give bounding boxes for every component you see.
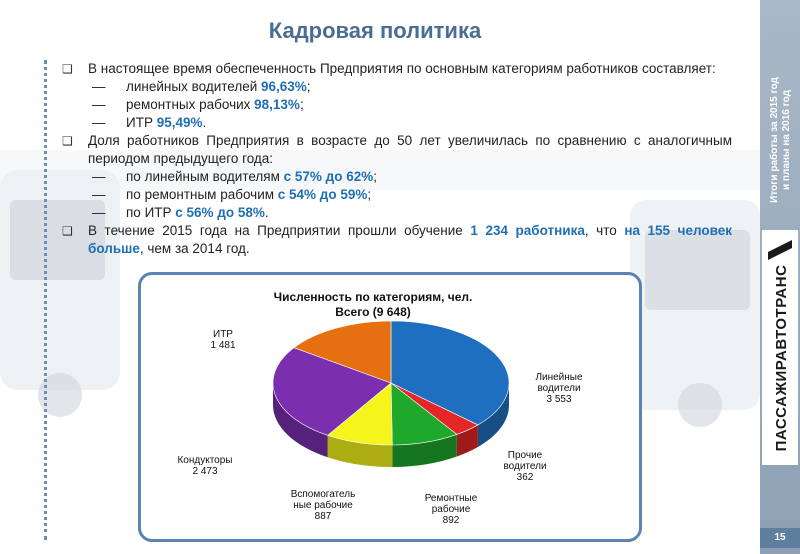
list-item: — по ИТР с 56% до 58%. [92,205,269,220]
content-area [62,60,732,258]
checkbox-bullet-icon: ❑ [62,224,73,238]
sidebar-caption [764,40,796,240]
page-title: Кадровая политика [268,18,482,43]
highlight-value: с 54% до 59% [277,187,368,202]
chart-panel [138,272,642,542]
pie-label-5: Кондукторы 2 473 [177,455,233,477]
highlight-value: 96,63% [261,79,307,94]
list-item: — ИТР 95,49%. [92,115,207,130]
highlight-value: с 57% до 62% [283,169,374,184]
chart-subtitle: Всего (9 648) [335,305,411,319]
paragraph-staffing [62,60,732,78]
checkbox-bullet-icon: ❑ [62,134,73,148]
dotted-divider [44,60,47,540]
list-item: — по ремонтным рабочим с 54% до 59%; [92,187,372,202]
paragraph-training: ❑ В течение 2015 года на Предприятии прошли обучение 1 234 работника, что на 155 человек больше, чем за 2014 год. [62,223,732,256]
highlight-value: 98,13% [254,97,300,112]
highlight-value: 1 234 работника [470,223,585,238]
pie-label-6: ИТР 1 481 [210,329,236,351]
chart-title: Численность по категориям, чел. [273,290,473,304]
logo-text: ПАССАЖИРАВТОТРАНС [773,264,790,452]
highlight-value: с 56% до 58% [175,205,265,220]
page-number: 15 [760,528,800,548]
highlight-value: на 155 человек больше [88,223,732,256]
paragraph-text: Доля работников Предприятия в возрасте до 50 лет увеличилась по сравнению с аналогичным периодом предыдущего года: [88,133,732,166]
pie-label-4: Вспомогатель ные рабочие 887 [290,489,356,522]
pie-chart [141,275,639,539]
pie-label-3: Ремонтные рабочие 892 [424,493,478,526]
highlight-value: 95,49% [156,115,203,130]
list-item: — линейных водителей 96,63%; [92,79,311,94]
company-logo [762,230,798,465]
sidebar-caption-line2: и планы на 2016 год [781,90,792,190]
paragraph-age-share [62,132,732,168]
list-item: — по линейным водителям с 57% до 62%; [92,169,378,184]
list-item: — ремонтных рабочих 98,13%; [92,97,304,112]
sidebar-caption-line1: Итоги работы за 2015 год [769,77,780,203]
checkbox-bullet-icon: ❑ [62,62,73,76]
pie-label-2: Прочие водители 362 [503,450,547,483]
pie-label-1: Линейные водители 3 553 [535,372,583,405]
paragraph-text: В настоящее время обеспеченность Предприятия по основным категориям работников составляет: [88,61,716,76]
